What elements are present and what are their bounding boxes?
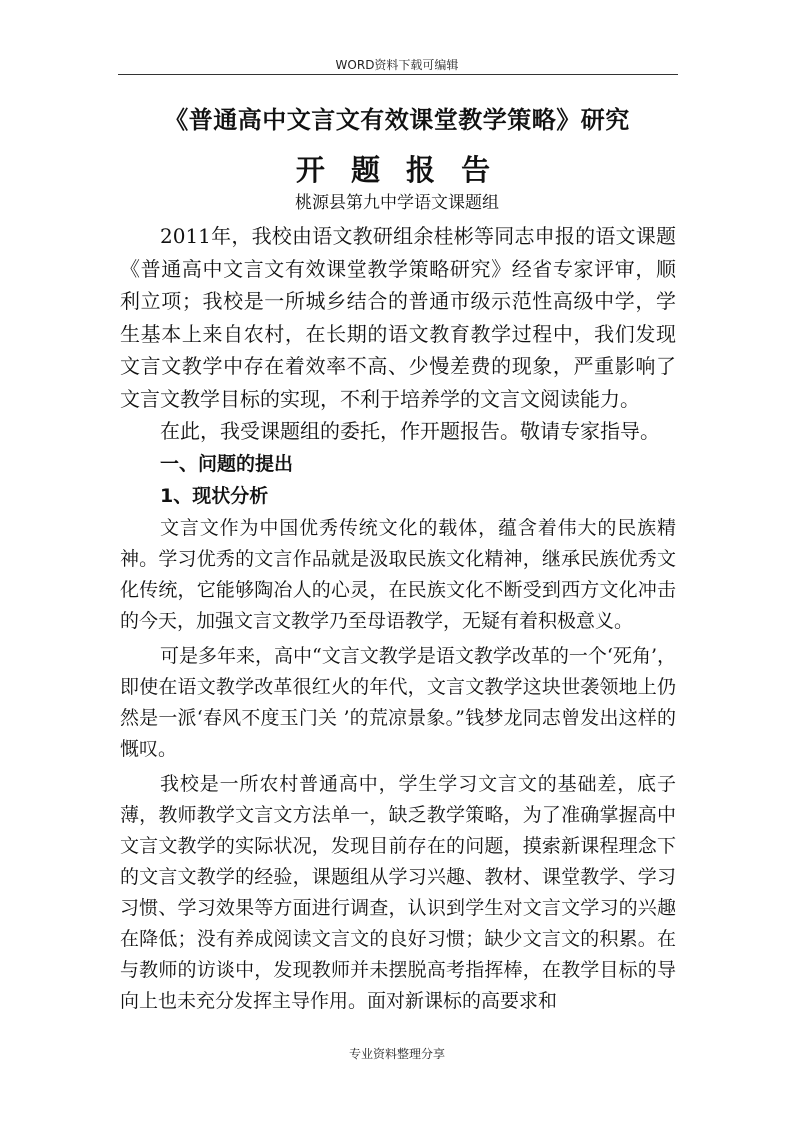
document-body <box>120 220 676 1017</box>
analysis-paragraph-1: 文言文作为中国优秀传统文化的载体，蕴含着伟大的民族精神。学习优秀的文言作品就是汲取民族文化精神，继承民族优秀文化传统，它能够陶冶人的心灵，在民族文化不断受到西方文化冲击的今天，加强文言文教学乃至母语教学，无疑有着积极意义。 <box>120 516 676 632</box>
request-paragraph: 在此，我受课题组的委托，作开题报告。敬请专家指导。 <box>160 419 660 443</box>
subsection-heading: 1、现状分析 <box>160 485 269 507</box>
page-footer: 专业资料整理分享 <box>348 1047 445 1061</box>
document-subtitle: 开 题 报 告 <box>295 153 499 187</box>
document-title: 《普通高中文言文有效课堂教学策略》研究 <box>164 105 630 134</box>
analysis-paragraph-3: 我校是一所农村普通高中，学生学习文言文的基础差，底子薄，教师教学文言文方法单一，缺乏教学策略，为了准确掌握高中文言文教学的实际状况，发现目前存在的问题，摸索新课程理念下的文言文教学的经验，课题组从学习兴趣、教材、课堂教学、学习习惯、学习效果等方面进行调查，认识到学生对文言文学习的兴趣在降低；没有养成阅读文言文的良好习惯；缺少文言文的积累。在与教师的访谈中，发现教师并未摆脱高考指挥棒，在教学目标的导向上也未充分发挥主导作用。面对新课标的高要求和 <box>120 772 676 1012</box>
intro-paragraph: 2011年，我校由语文教研组余桂彬等同志申报的语文课题《普通高中文言文有效课堂教学策略研究》经省专家评审，顺利立项；我校是一所城乡结合的普通市级示范性高级中学，学生基本上来自农村，在长期的语文教育教学过程中，我们发现文言文教学中存在着效率不高、少慢差费的现象，严重影响了文言文教学目标的实现，不利于培养学的文言文阅读能力。 <box>120 224 676 411</box>
page-header: WORD资料下载可编辑 <box>335 58 459 72</box>
author-line: 桃源县第九中学语文课题组 <box>295 193 499 213</box>
header-rule <box>118 74 678 75</box>
section-heading: 一、问题的提出 <box>160 452 294 475</box>
analysis-paragraph-2: 可是多年来，高中“文言文教学是语文教学改革的一个‘死角’，即使在语文教学改革很红火的年代，文言文教学这块世袭领地上仍然是一派‘春风不度玉门关 ’的荒凉景象。”钱梦龙同志曾发出这样的慨叹。 <box>120 644 676 760</box>
